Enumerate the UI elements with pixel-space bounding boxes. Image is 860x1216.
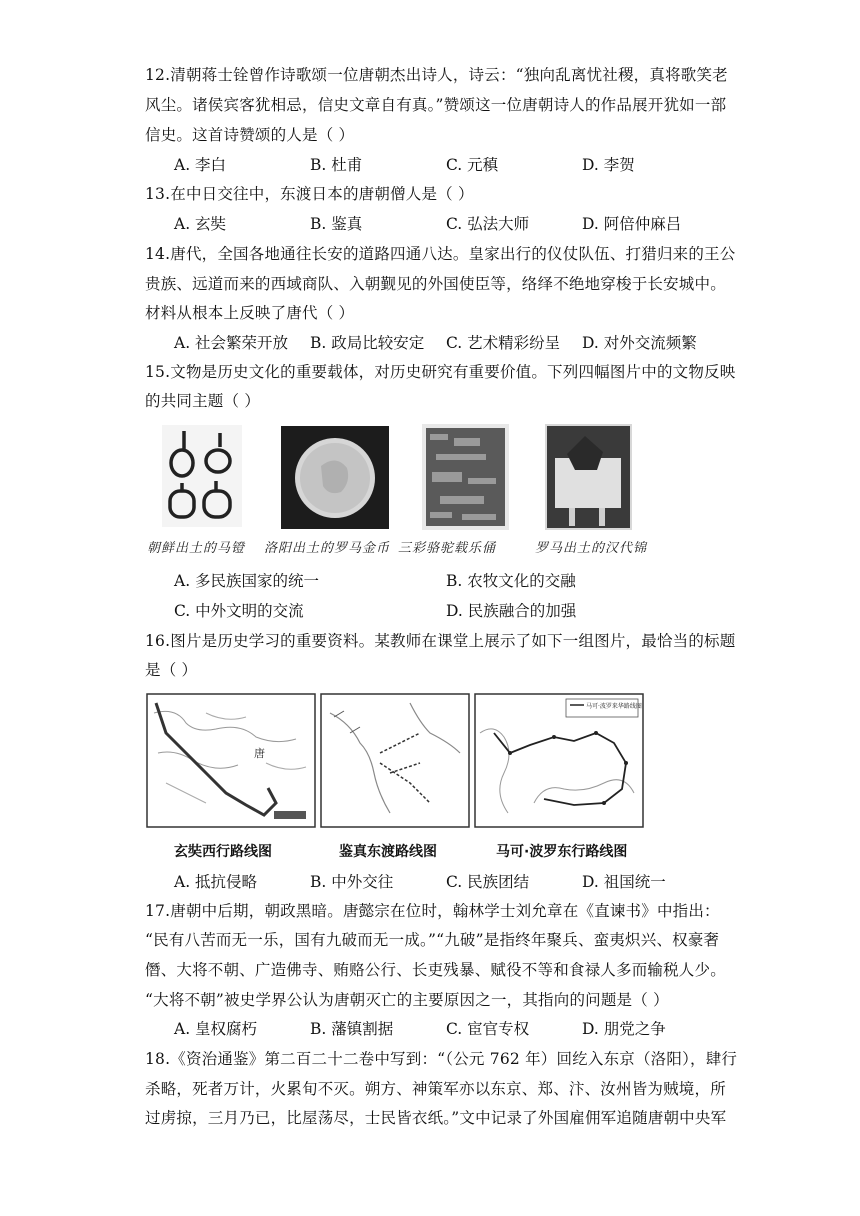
q17-option-d[interactable]: D. 朋党之争: [582, 1020, 666, 1038]
q18-line-1: 18.《资治通鉴》第二百二十二卷中写到：“（公元 762 年）回纥入东京（洛阳），肆行: [145, 1050, 738, 1068]
q14-line-1: 14.唐代，全国各地通往长安的道路四通八达。皇家出行的仪仗队伍、打猎归来的王公: [145, 245, 736, 263]
q16-caption-1: 玄奘西行路线图: [174, 844, 272, 860]
q15-option-a[interactable]: A. 多民族国家的统一: [174, 572, 320, 590]
q17-option-b[interactable]: B. 藩镇割据: [310, 1020, 394, 1038]
q17-line-4: “大将不朝”被史学界公认为唐朝灭亡的主要原因之一，其指向的问题是（ ）: [145, 991, 669, 1009]
q12-option-d[interactable]: D. 李贺: [582, 156, 635, 174]
q12-line-1: 12.清朝蒋士铨曾作诗歌颂一位唐朝杰出诗人，诗云：“独向乱离忧社稷，真将歌笑老: [145, 66, 728, 84]
q15-caption-1: 朝鲜出土的马镫: [147, 541, 246, 556]
q12-line-2: 风尘。诸侯宾客犹相忌，信史文章自有真。”赞颂这一位唐朝诗人的作品展开犹如一部: [145, 96, 727, 114]
q12-option-b[interactable]: B. 杜甫: [310, 156, 363, 174]
q13-option-a[interactable]: A. 玄奘: [174, 215, 227, 233]
q16-caption-2: 鉴真东渡路线图: [339, 844, 437, 860]
q16-option-b[interactable]: B. 中外交往: [310, 873, 394, 891]
han-brocade-photo: [545, 424, 632, 530]
q16-option-a[interactable]: A. 抵抗侵略: [174, 873, 258, 891]
marco-polo-route-map: [474, 693, 644, 828]
q16-line-1: 16.图片是历史学习的重要资料。某教师在课堂上展示了如下一组图片，最恰当的标题: [145, 632, 736, 650]
q17-line-1: 17.唐朝中后期，朝政黑暗。唐懿宗在位时，翰林学士刘允章在《直谏书》中指出：: [145, 902, 720, 920]
q16-option-d[interactable]: D. 祖国统一: [582, 873, 666, 891]
q17-option-a[interactable]: A. 皇权腐朽: [174, 1020, 258, 1038]
q13-option-b[interactable]: B. 鉴真: [310, 215, 363, 233]
q14-option-b[interactable]: B. 政局比较安定: [310, 334, 425, 352]
q14-option-c[interactable]: C. 艺术精彩纷呈: [446, 334, 561, 352]
q16-option-c[interactable]: C. 民族团结: [446, 873, 530, 891]
roman-gold-coin-photo: [281, 426, 389, 529]
q17-line-3: 僭、大将不朝、广造佛寺、贿赂公行、长吏残暴、赋役不等和食禄人多而输税人少。: [145, 961, 726, 979]
q15-caption-2: 洛阳出土的罗马金币: [264, 541, 391, 556]
q12-line-3: 信史。这首诗赞颂的人是（ ）: [145, 126, 355, 144]
q15-caption-4: 罗马出土的汉代锦: [535, 541, 648, 556]
q13-option-d[interactable]: D. 阿倍仲麻吕: [582, 215, 682, 233]
q17-line-2: “民有八苦而无一乐，国有九破而无一成。”“九破”是指终年聚兵、蛮夷炽兴、权豪奢: [145, 931, 720, 949]
stirrup-photo: [162, 425, 242, 527]
q12-option-c[interactable]: C. 元稹: [446, 156, 499, 174]
q15-option-b[interactable]: B. 农牧文化的交融: [446, 572, 576, 590]
q13-line-1: 13.在中日交往中，东渡日本的唐朝僧人是（ ）: [145, 185, 474, 203]
jianzhen-route-map: [320, 693, 470, 828]
q13-option-c[interactable]: C. 弘法大师: [446, 215, 530, 233]
q15-line-2: 的共同主题（ ）: [145, 392, 261, 410]
q12-option-a[interactable]: A. 李白: [174, 156, 227, 174]
q16-line-2: 是（ ）: [145, 661, 198, 679]
q15-caption-3: 三彩骆驼载乐俑: [398, 541, 497, 556]
q18-line-3: 过虏掠，三月乃已，比屋荡尽，士民皆衣纸。”文中记录了外国雇佣军追随唐朝中央军: [145, 1109, 727, 1127]
q17-option-c[interactable]: C. 宦官专权: [446, 1020, 530, 1038]
q15-line-1: 15.文物是历史文化的重要载体，对历史研究有重要价值。下列四幅图片中的文物反映: [145, 363, 736, 381]
q14-line-3: 材料从根本上反映了唐代（ ）: [145, 304, 355, 322]
q18-line-2: 杀略，死者万计，火累旬不灭。朔方、神策军亦以东京、郑、汴、汝州皆为贼境，所: [145, 1080, 726, 1098]
q14-option-d[interactable]: D. 对外交流频繁: [582, 334, 697, 352]
q14-option-a[interactable]: A. 社会繁荣开放: [174, 334, 289, 352]
map-legend-label: 马可·波罗来华路线图: [586, 703, 642, 710]
xuanzang-route-map: [146, 693, 316, 828]
q14-line-2: 贵族、远道而来的西域商队、入朝觐见的外国使臣等，络绎不绝地穿梭于长安城中。: [145, 275, 726, 293]
q15-option-c[interactable]: C. 中外文明的交流: [174, 602, 304, 620]
map-label-tang: 唐: [254, 747, 265, 760]
q16-caption-3: 马可·波罗东行路线图: [496, 844, 628, 860]
q15-option-d[interactable]: D. 民族融合的加强: [446, 602, 577, 620]
sancai-camel-figurine-photo: [422, 424, 509, 530]
